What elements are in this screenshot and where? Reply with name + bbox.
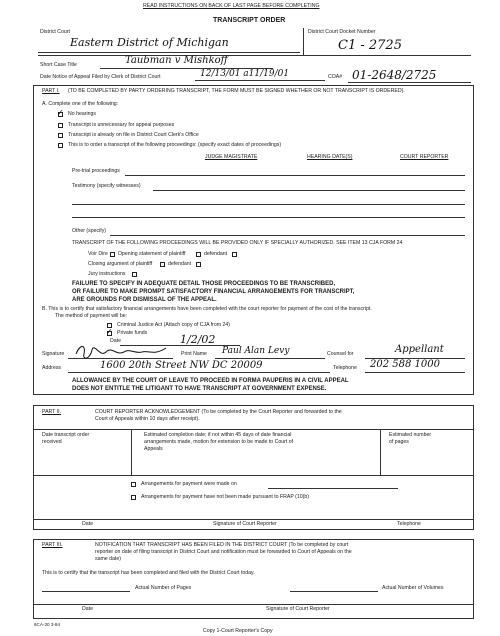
on-file-label: Transcript is already on file in District Court Clerk's Office bbox=[68, 132, 199, 138]
other-line[interactable] bbox=[110, 235, 465, 236]
allowance-line-1: ALLOWANCE BY THE COURT OF LEAVE TO PROCEED IN FORMA PAUPERIS IN A CIVIL APPEAL bbox=[72, 378, 349, 384]
payment-made-line[interactable] bbox=[268, 488, 398, 489]
volumes-label: Actual Number of Volumes bbox=[382, 585, 444, 591]
payment-made-checkbox[interactable] bbox=[131, 482, 136, 487]
part2-telephone-label: Telephone bbox=[397, 521, 421, 527]
part3-text-2: reporter on date of filing transcript in District Court and notification must be forwarded to Court of Appeals on the bbox=[95, 549, 352, 555]
opening-defendant-label: defendant bbox=[204, 251, 228, 257]
col-completion-2: arrangements made, motion for extension to be made to Court of bbox=[144, 439, 294, 445]
closing-defendant-checkbox[interactable] bbox=[196, 262, 201, 267]
date-label: Date bbox=[110, 338, 121, 344]
allowance-line-2: DOES NOT ENTITLE THE LITIGANT TO HAVE TRANSCRIPT AT GOVERNMENT EXPENSE. bbox=[72, 386, 327, 392]
form-title: TRANSCRIPT ORDER bbox=[213, 17, 286, 24]
form-number: 6CA-30 3-94 bbox=[34, 622, 61, 627]
jury-label: Jury instructions bbox=[88, 271, 126, 277]
part2-heading: PART II. bbox=[42, 409, 62, 415]
signature-label: Signature bbox=[42, 351, 65, 357]
docket-divider bbox=[303, 28, 304, 55]
on-file-checkbox[interactable] bbox=[58, 133, 63, 138]
part3-text-1: NOTIFICATION THAT TRANSCRIPT HAS BEEN FILED IN THE DISTRICT COURT (To be completed by court bbox=[95, 542, 349, 548]
col-completion-3: Appeals bbox=[144, 446, 163, 452]
volumes-line[interactable] bbox=[290, 591, 378, 592]
opening-label: Opening statement of plaintiff bbox=[118, 251, 186, 257]
closing-defendant-label: defendant bbox=[168, 261, 192, 267]
address-label: Address bbox=[42, 365, 62, 371]
address-value[interactable]: 1600 20th Street NW DC 20009 bbox=[100, 360, 263, 371]
section-b-line-1: B. This is to certify that satisfactory financial arrangements have been completed with the court reporter for payment of the cost of the transcript. bbox=[42, 306, 372, 312]
part2-text-1: COURT REPORTER ACKNOWLEDGEMENT (To be completed by the Court Reporter and forwarded to the bbox=[95, 409, 342, 415]
notice-value[interactable]: 12/13/01 a11/19/01 bbox=[200, 69, 290, 79]
address-line bbox=[68, 372, 330, 373]
special-notice: TRANSCRIPT OF THE FOLLOWING PROCEEDINGS WILL BE PROVIDED ONLY IF SPECIALLY AUTHORIZED. SEE ITEM 13 CJA FORM 24 bbox=[72, 240, 403, 246]
payment-made-label: Arrangements for payment were made on bbox=[141, 481, 237, 487]
part1-instructions: (TO BE COMPLETED BY PARTY ORDERING TRANSCRIPT, THE FORM MUST BE SIGNED WHETHER OR NOT TRANSCRIPT IS ORDERED). bbox=[68, 88, 405, 94]
col-order-received-1: Date transcript order bbox=[42, 432, 90, 438]
unnecessary-label: Transcript is unnecessary for appeal purposes bbox=[68, 122, 175, 128]
part3-signature-label: Signature of Court Reporter bbox=[266, 606, 330, 612]
instructions-note: READ INSTRUCTIONS ON BACK OF LAST PAGE BEFORE COMPLETING bbox=[143, 3, 320, 9]
section-b-line-2: The method of payment will be: bbox=[55, 313, 128, 319]
opening-defendant-checkbox[interactable] bbox=[232, 252, 237, 257]
private-funds-label: Private funds bbox=[117, 330, 148, 336]
docket-label: District Court Docket Number bbox=[308, 29, 376, 35]
coa-label: COA# bbox=[328, 74, 343, 80]
part2-text-2: Court of Appeals within 10 days after receipt). bbox=[95, 416, 200, 422]
part3-certify: This is to certify that the transcript has been completed and filed with the District Court today. bbox=[42, 570, 255, 576]
part2-table-bottom bbox=[33, 475, 474, 476]
coa-value[interactable]: 01-2648/2725 bbox=[352, 68, 437, 82]
order-transcript-label: This is to order a transcript of the following proceedings: (specify exact dates of proceedings) bbox=[68, 142, 282, 148]
testimony-label: Testimony (specify witnesses) bbox=[72, 183, 141, 189]
jury-checkbox[interactable] bbox=[132, 272, 137, 277]
col-pages-1: Estimated number bbox=[389, 432, 432, 438]
copy-note: Copy 1-Court Reporter's Copy bbox=[203, 628, 273, 634]
testimony-line-2[interactable] bbox=[72, 204, 465, 205]
district-court-value[interactable]: Eastern District of Michigan bbox=[70, 36, 229, 49]
part2-signature-label: Signature of Court Reporter bbox=[213, 521, 277, 527]
voir-dire-checkbox[interactable] bbox=[110, 252, 115, 257]
short-case-value[interactable]: Taubman v Mishkoff bbox=[125, 55, 228, 66]
print-name-label: Print Name bbox=[181, 351, 207, 357]
opening-plaintiff-checkbox[interactable] bbox=[196, 252, 201, 257]
closing-label: Closing argument of plaintiff bbox=[88, 261, 153, 267]
col-hearing-heading: HEARING DATE(S) bbox=[307, 154, 353, 160]
top-rule bbox=[38, 55, 471, 56]
checkmark-icon: ✓ bbox=[57, 108, 64, 117]
counsel-value[interactable]: Appellant bbox=[395, 344, 444, 355]
part3-heading: PART III. bbox=[42, 542, 63, 548]
order-transcript-checkbox[interactable] bbox=[58, 143, 63, 148]
closing-plaintiff-checkbox[interactable] bbox=[160, 262, 165, 267]
testimony-line-1[interactable] bbox=[153, 190, 465, 191]
part1-heading: PART I. bbox=[42, 88, 60, 94]
notice-line bbox=[195, 80, 325, 81]
pretrial-line[interactable] bbox=[125, 175, 465, 176]
part3-text-3: same date) bbox=[95, 556, 121, 562]
voir-dire-label: Voir Dire bbox=[88, 251, 108, 257]
notice-label: Date Notice of Appeal Filed by Clerk of District Court bbox=[40, 74, 161, 80]
warning-line-2: OR FAILURE TO MAKE PROMPT SATISFACTORY FINANCIAL ARRANGEMENTS FOR TRANSCRIPT, bbox=[72, 289, 355, 295]
col-pages-2: of pages bbox=[389, 439, 409, 445]
payment-not-made-label: Arrangements for payment have not been made pursuant to FRAP (10(b) bbox=[141, 494, 310, 500]
cja-label: Criminal Justice Act (Attach copy of CJA from 24) bbox=[117, 322, 231, 328]
pretrial-label: Pre-trial proceedings bbox=[72, 168, 120, 174]
district-court-line bbox=[38, 52, 300, 53]
docket-value[interactable]: C1 - 2725 bbox=[338, 38, 402, 53]
part3-date-label: Date bbox=[82, 606, 93, 612]
part2-date-label: Date bbox=[82, 521, 93, 527]
part3-signature-rule bbox=[33, 604, 474, 605]
short-case-label: Short Case Title bbox=[40, 62, 77, 68]
col-judge-heading: JUDGE MAGISTRATE bbox=[205, 154, 258, 160]
part2-col-divider-2 bbox=[380, 429, 381, 475]
other-label: Other (specify) bbox=[72, 228, 107, 234]
part2-signature-rule bbox=[33, 519, 474, 520]
col-order-received-2: received bbox=[42, 439, 62, 445]
no-hearings-label: No hearings bbox=[68, 111, 96, 117]
date-value[interactable]: 1/2/02 bbox=[180, 333, 216, 346]
col-reporter-heading: COURT REPORTER bbox=[400, 154, 449, 160]
counsel-label: Counsel for bbox=[327, 351, 354, 357]
print-name-line bbox=[215, 358, 325, 359]
checkmark-icon: ✓ bbox=[106, 327, 113, 336]
col-completion-1: Estimated completion date; if not within 45 days of date financial bbox=[144, 432, 292, 438]
part2-col-divider-1 bbox=[131, 429, 132, 475]
part2-box bbox=[33, 405, 474, 530]
warning-line-3: ARE GROUNDS FOR DISMISSAL OF THE APPEAL. bbox=[72, 297, 217, 303]
testimony-line-3[interactable] bbox=[72, 217, 465, 218]
telephone-value[interactable]: 202 588 1000 bbox=[370, 359, 440, 370]
warning-line-1: FAILURE TO SPECIFY IN ADEQUATE DETAIL THOSE PROCEEDINGS TO BE TRANSCRIBED, bbox=[72, 281, 336, 287]
district-court-label: District Court bbox=[40, 29, 70, 35]
payment-not-made-checkbox[interactable] bbox=[131, 495, 136, 500]
pages-label: Actual Number of Pages bbox=[135, 585, 192, 591]
telephone-line bbox=[365, 372, 465, 373]
pages-line[interactable] bbox=[42, 591, 130, 592]
unnecessary-checkbox[interactable] bbox=[58, 123, 63, 128]
coa-line bbox=[348, 82, 471, 83]
signature-line bbox=[68, 358, 173, 359]
section-a-label: A. Complete one of the following: bbox=[42, 101, 119, 107]
part2-table-top bbox=[33, 429, 474, 430]
print-name-value[interactable]: Paul Alan Levy bbox=[222, 346, 290, 356]
telephone-label: Telephone bbox=[333, 365, 357, 371]
